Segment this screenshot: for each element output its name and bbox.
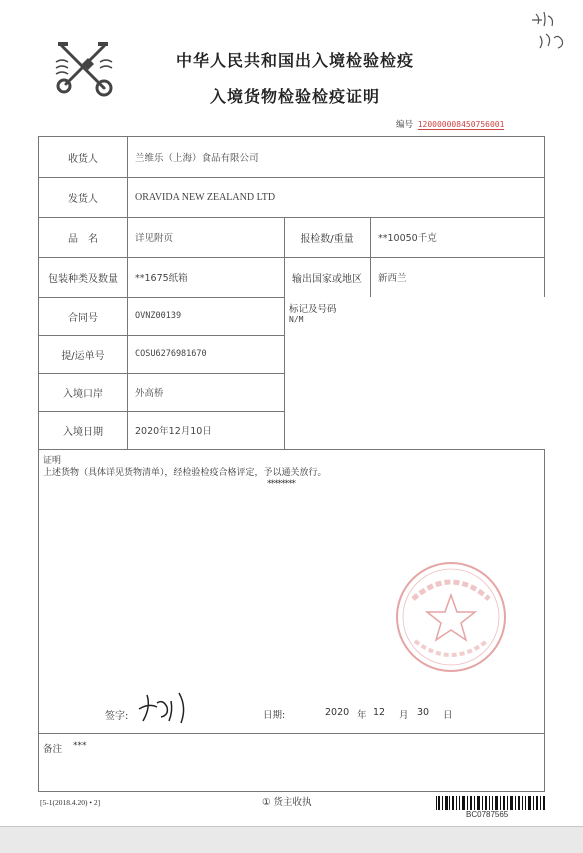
form-code: [5-1(2018.4.20) • 2] [40,798,101,807]
date-year: 2020 [325,707,350,718]
contract-value: OVNZ00139 [135,311,182,321]
consignee-label: 收货人 [68,153,98,165]
declared-weight-value: **10050千克 [378,233,437,244]
consignee-value: 兰维乐（上海）食品有限公司 [135,153,259,164]
goods-value: 详见附页 [135,233,174,244]
handwritten-note [526,8,576,58]
date-year-unit: 年 [357,710,367,721]
date-month-unit: 月 [399,710,409,721]
contract-label: 合同号 [68,312,98,324]
entry-port-label: 入境口岸 [63,388,103,400]
serial-value: 120000008450756001 [417,120,505,129]
barcode-icon [436,796,546,810]
marks-area [284,297,545,449]
entry-date-value: 2020年12月10日 [135,426,212,437]
form-row-packing [39,257,544,298]
ciq-emblem-icon [52,38,118,100]
date-month: 12 [373,707,386,718]
origin-label: 输出国家或地区 [292,273,362,285]
entry-date-label: 入境日期 [63,426,103,438]
signature-icon [135,685,215,725]
signature-label: 签字: [105,711,129,722]
official-seal-icon [393,559,509,675]
date-day: 30 [417,707,430,718]
certificate-text: 上述货物（具体详见货物清单），经检验检疫合格评定，予以通关放行。 [43,468,327,478]
bill-of-lading-value: COSU6276981670 [135,349,207,359]
goods-label: 品 名 [68,233,98,245]
packing-label: 包装种类及数量 [48,273,118,285]
serial-number [396,118,504,130]
form-row-contract [39,297,284,336]
form-row-consignor [39,177,544,218]
inspection-form [38,136,545,792]
date-label: 日期: [263,710,286,721]
packing-value: **1675纸箱 [135,273,188,284]
date-day-unit: 日 [443,710,453,721]
document-title-line1: 中华人民共和国出入境检验检疫 [175,51,414,70]
form-row-goods [39,217,544,258]
declared-weight-label: 报检数/重量 [300,233,354,245]
copy-label: ① 货主收执 [262,797,312,808]
marks-label: 标记及号码 [289,304,337,315]
remarks-label: 备注 [43,744,63,755]
certificate-stars: ******** [267,479,295,489]
certificate-area [39,449,544,734]
entry-port-value: 外高桥 [135,388,164,399]
form-row-consignee [39,137,544,178]
form-row-entry-port [39,373,284,412]
origin-value: 新西兰 [378,273,407,284]
document-title-line2: 入境货物检验检疫证明 [209,87,380,106]
page-bottom-band [0,826,583,853]
serial-label: 编号 [396,120,414,130]
barcode-number: BC0787565 [466,810,509,819]
form-row-bill-of-lading [39,335,284,374]
remarks-value: *** [73,741,87,751]
consignor-value: ORAVIDA NEW ZEALAND LTD [135,191,276,203]
consignor-label: 发货人 [68,193,98,205]
bill-of-lading-label: 提/运单号 [61,350,105,362]
certificate-title: 证明 [43,456,62,466]
marks-value: N/M [289,315,304,324]
